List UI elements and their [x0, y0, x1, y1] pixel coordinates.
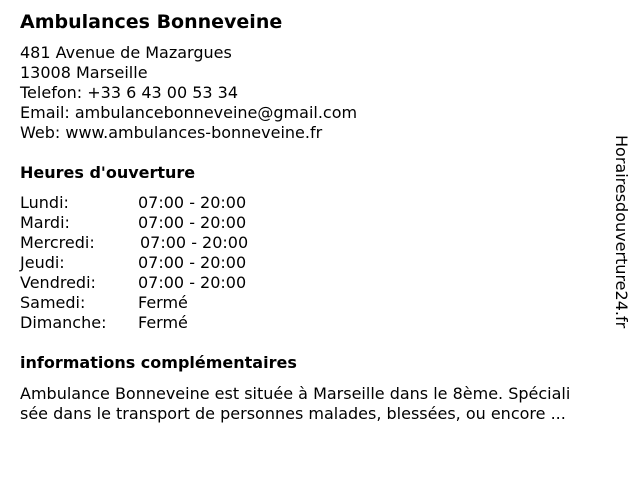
phone-number: Telefon: +33 6 43 00 53 34 — [20, 83, 239, 102]
hours-day-label: Samedi: — [20, 293, 86, 312]
hours-time-value: 07:00 - 20:00 — [138, 253, 247, 272]
hours-time-value: 07:00 - 20:00 — [138, 193, 247, 212]
hours-day-label: Mercredi: — [20, 233, 95, 252]
website-link[interactable]: Web: www.ambulances-bonneveine.fr — [20, 123, 323, 142]
description-line: Ambulance Bonneveine est située à Marseille dans le 8ème. Spéciali — [20, 384, 571, 403]
hours-day-label: Mardi: — [20, 213, 70, 232]
hours-row-friday — [20, 273, 320, 293]
hours-day-label: Dimanche: — [20, 313, 107, 332]
hours-row-monday — [20, 193, 320, 213]
hours-time-value: 07:00 - 20:00 — [138, 273, 247, 292]
hours-row-wednesday — [20, 233, 320, 253]
description-line: sée dans le transport de personnes malades, blessées, ou encore ... — [20, 404, 566, 423]
hours-day-label: Jeudi: — [20, 253, 65, 272]
hours-row-tuesday — [20, 213, 320, 233]
business-name: Ambulances Bonneveine — [20, 11, 283, 33]
hours-time-value: 07:00 - 20:00 — [140, 233, 249, 252]
hours-day-label: Lundi: — [20, 193, 69, 212]
hours-row-thursday — [20, 253, 320, 273]
hours-time-value: 07:00 - 20:00 — [138, 213, 247, 232]
hours-day-label: Vendredi: — [20, 273, 96, 292]
hours-time-value: Fermé — [138, 313, 188, 332]
additional-info-heading: informations complémentaires — [20, 353, 297, 372]
opening-hours-heading: Heures d'ouverture — [20, 163, 196, 182]
site-watermark: Horairesdouverture24.fr — [612, 135, 631, 329]
address-city: 13008 Marseille — [20, 63, 148, 82]
hours-row-sunday — [20, 313, 320, 333]
email-address: Email: ambulancebonneveine@gmail.com — [20, 103, 358, 122]
address-street: 481 Avenue de Mazargues — [20, 43, 232, 62]
hours-time-value: Fermé — [138, 293, 188, 312]
hours-row-saturday — [20, 293, 320, 313]
business-description — [20, 384, 570, 424]
